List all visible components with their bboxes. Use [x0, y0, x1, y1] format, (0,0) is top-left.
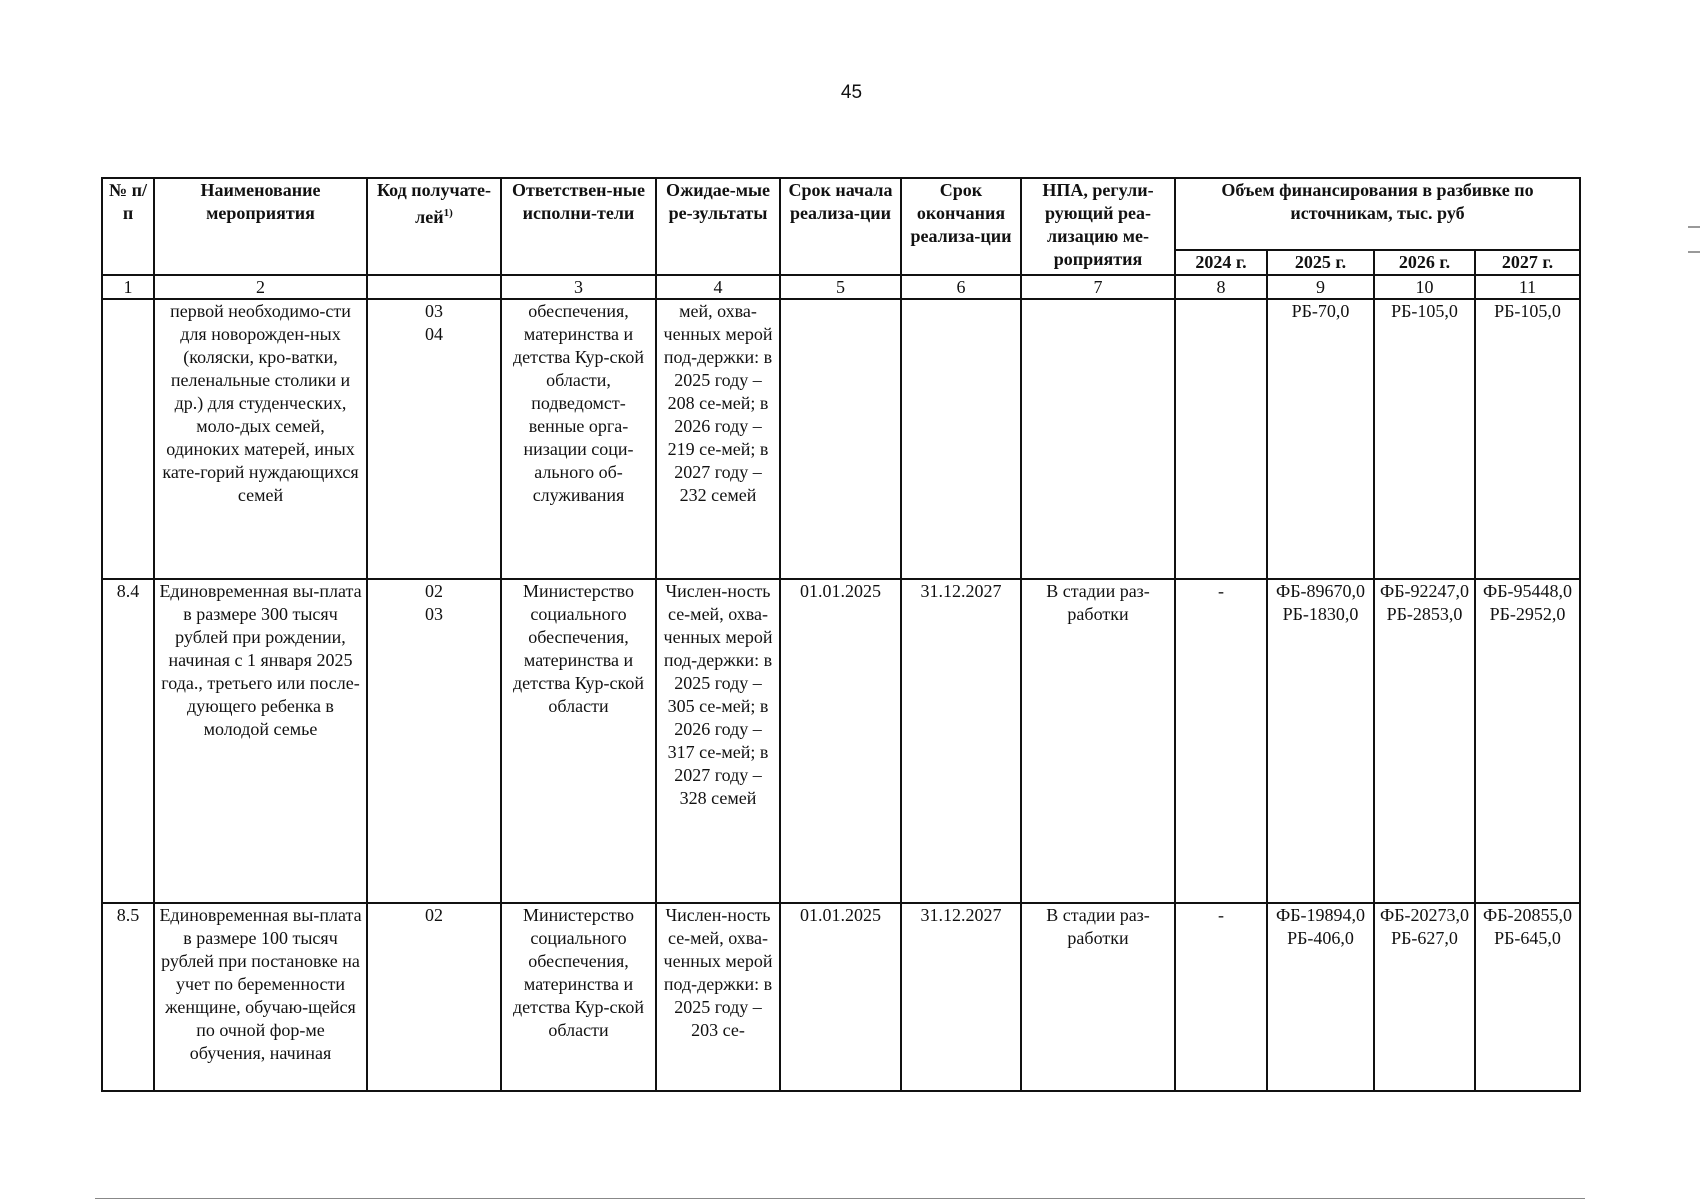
- row-npa: В стадии раз-работки: [1021, 903, 1175, 1091]
- row-2025: ФБ-19894,0 РБ-406,0: [1267, 903, 1374, 1091]
- row-name: Единовременная вы-плата в размере 100 тысяч рублей при постановке на учет по беременности женщине, обучаю-щейся по очной фор-ме обучения, начиная: [154, 903, 367, 1091]
- row-executors: обеспечения, материнства и детства Кур-ской области, подведомст-венные орга-низации соци-ального об-служивания: [501, 299, 656, 579]
- row-2024: -: [1175, 579, 1267, 903]
- header-year-2027: 2027 г.: [1475, 250, 1580, 275]
- row-code: 02 03: [367, 579, 501, 903]
- row-2025: РБ-70,0: [1267, 299, 1374, 579]
- row-name: Единовременная вы-плата в размере 300 тысяч рублей при рождении, начиная с 1 января 2025 года., третьего или после-дующего ребенка в молодой семье: [154, 579, 367, 903]
- column-number: 4: [656, 275, 780, 299]
- table-row: [102, 903, 1580, 1091]
- row-2026: ФБ-92247,0 РБ-2853,0: [1374, 579, 1475, 903]
- row-2026: ФБ-20273,0 РБ-627,0: [1374, 903, 1475, 1091]
- row-2024: [1175, 299, 1267, 579]
- scan-margin-mark: [1688, 251, 1700, 253]
- header-code-footnote: 1): [443, 207, 453, 219]
- row-2024: -: [1175, 903, 1267, 1091]
- header-executors: Ответствен-ные исполни-тели: [501, 178, 656, 275]
- row-start: 01.01.2025: [780, 579, 901, 903]
- header-finance: Объем финансирования в разбивке по источникам, тыс. руб: [1175, 178, 1580, 250]
- row-start: [780, 299, 901, 579]
- column-number: 6: [901, 275, 1021, 299]
- row-2027: ФБ-95448,0 РБ-2952,0: [1475, 579, 1580, 903]
- row-end: 31.12.2027: [901, 579, 1021, 903]
- row-2026: РБ-105,0: [1374, 299, 1475, 579]
- row-num: 8.5: [102, 903, 154, 1091]
- row-results: мей, охва-ченных мерой под-держки: в 2025 году – 208 се-мей; в 2026 году – 219 се-мей; в 2027 году – 232 семей: [656, 299, 780, 579]
- table-row: [102, 579, 1580, 903]
- header-year-2026: 2026 г.: [1374, 250, 1475, 275]
- header-results: Ожидае-мые ре-зультаты: [656, 178, 780, 275]
- row-code: 02: [367, 903, 501, 1091]
- header-num: № п/п: [102, 178, 154, 275]
- row-start: 01.01.2025: [780, 903, 901, 1091]
- column-number: 2: [154, 275, 367, 299]
- scan-margin-mark: [1688, 226, 1700, 228]
- column-number: 1: [102, 275, 154, 299]
- header-end: Срок окончания реализа-ции: [901, 178, 1021, 275]
- header-name: Наименование мероприятия: [154, 178, 367, 275]
- header-npa: НПА, регули-рующий реа-лизацию ме-роприятия: [1021, 178, 1175, 275]
- row-executors: Министерство социального обеспечения, материнства и детства Кур-ской области: [501, 579, 656, 903]
- column-number: 7: [1021, 275, 1175, 299]
- header-year-2025: 2025 г.: [1267, 250, 1374, 275]
- header-code-text: Код получате-лей: [377, 180, 491, 227]
- header-code: [367, 178, 501, 275]
- header-year-2024: 2024 г.: [1175, 250, 1267, 275]
- row-npa: В стадии раз-работки: [1021, 579, 1175, 903]
- row-end: [901, 299, 1021, 579]
- column-number-row: [102, 275, 1580, 299]
- column-number: 9: [1267, 275, 1374, 299]
- column-number: 8: [1175, 275, 1267, 299]
- measures-table: [101, 177, 1581, 1092]
- row-npa: [1021, 299, 1175, 579]
- row-end: 31.12.2027: [901, 903, 1021, 1091]
- column-number: 11: [1475, 275, 1580, 299]
- row-results: Числен-ность се-мей, охва-ченных мерой под-держки: в 2025 году – 203 се-: [656, 903, 780, 1091]
- row-2027: РБ-105,0: [1475, 299, 1580, 579]
- scan-edge-line: [95, 1198, 1585, 1199]
- row-results: Числен-ность се-мей, охва-ченных мерой под-держки: в 2025 году – 305 се-мей; в 2026 году – 317 се-мей; в 2027 году – 328 семей: [656, 579, 780, 903]
- row-num: [102, 299, 154, 579]
- column-number: [367, 275, 501, 299]
- header-start: Срок начала реализа-ции: [780, 178, 901, 275]
- row-2025: ФБ-89670,0 РБ-1830,0: [1267, 579, 1374, 903]
- row-num: 8.4: [102, 579, 154, 903]
- column-number: 5: [780, 275, 901, 299]
- row-name: первой необходимо-сти для новорожден-ных (коляски, кро-ватки, пеленальные столики и др.) для студенческих, моло-дых семей, одиноких матерей, иных кате-горий нуждающихся семей: [154, 299, 367, 579]
- row-code: 03 04: [367, 299, 501, 579]
- row-2027: ФБ-20855,0 РБ-645,0: [1475, 903, 1580, 1091]
- row-executors: Министерство социального обеспечения, материнства и детства Кур-ской области: [501, 903, 656, 1091]
- table-row: [102, 299, 1580, 579]
- column-number: 3: [501, 275, 656, 299]
- page-number: 45: [840, 82, 863, 103]
- column-number: 10: [1374, 275, 1475, 299]
